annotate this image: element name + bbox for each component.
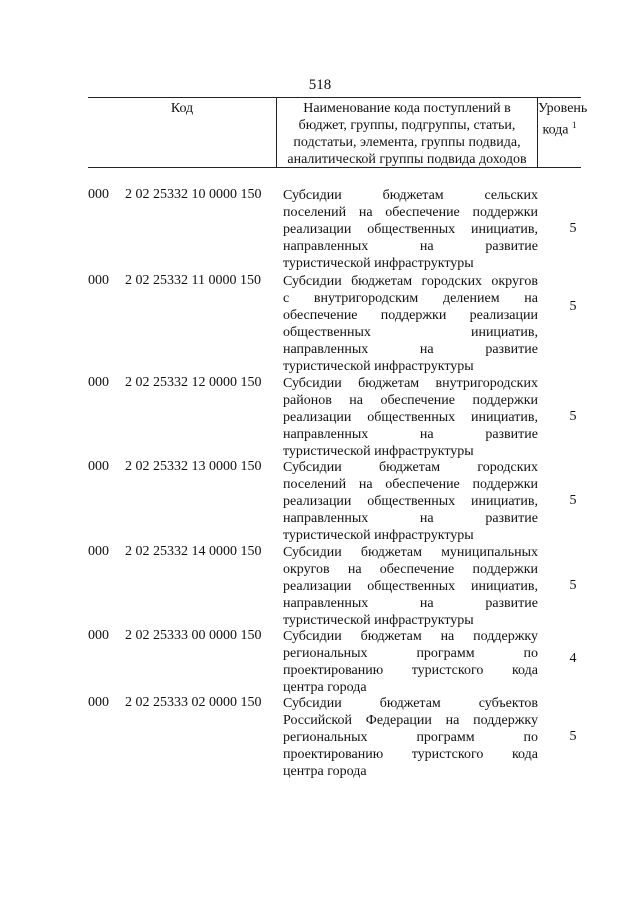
income-name-word: туристского (411, 747, 484, 762)
income-name-word: обеспечение (380, 393, 455, 408)
income-name-line (283, 273, 538, 290)
income-name-line (283, 493, 538, 510)
code-level: 5 (569, 221, 577, 236)
income-name-line (283, 459, 538, 476)
income-name-word: развитие (485, 511, 538, 526)
income-name-word: на (419, 511, 434, 526)
header-level (538, 100, 588, 169)
income-name-word: региональных (283, 730, 368, 745)
table-header (88, 97, 588, 168)
income-name-line (283, 578, 538, 595)
income-name-line (283, 662, 538, 679)
income-name-word: по (523, 730, 538, 745)
income-name-word: инициатив, (470, 579, 538, 594)
income-name-word: обеспечение (385, 205, 460, 220)
header-name-line: Наименование кода поступлений в (303, 101, 511, 116)
income-name-word: кода (511, 747, 538, 762)
income-name-word: Субсидии (283, 188, 342, 203)
income-name-word: Российской (283, 713, 352, 728)
income-name-word: городских (477, 460, 538, 475)
code-level: 5 (569, 729, 577, 744)
income-name-word: поддержки (472, 393, 538, 408)
income-name-word: туристической инфраструктуры (283, 444, 474, 459)
income-name-line (283, 392, 538, 409)
income-name-word: по (523, 646, 538, 661)
income-name-word: Субсидии (283, 274, 342, 289)
income-name-word: округов (491, 274, 538, 289)
income-name-line (283, 443, 538, 460)
income-name-line (283, 221, 538, 238)
income-name-word: программ (416, 646, 475, 661)
income-name-line (283, 341, 538, 358)
income-name-word: на (358, 205, 373, 220)
header-level-line2 (538, 117, 581, 139)
income-name-word: Субсидии (283, 629, 342, 644)
income-name-word: сельских (484, 188, 538, 203)
income-name (283, 544, 538, 629)
income-name-line (283, 255, 538, 272)
income-name-word: реализации (283, 579, 352, 594)
income-name-word: поддержку (473, 713, 538, 728)
income-code: 2 02 25332 11 0000 150 (125, 273, 261, 288)
income-name-line (283, 324, 538, 341)
income-name-line (283, 695, 538, 712)
admin-code: 000 (88, 187, 109, 202)
income-name-line (283, 628, 538, 645)
code-level: 5 (569, 299, 577, 314)
income-name-word: муниципальных (441, 545, 538, 560)
income-name-word: общественных (367, 222, 456, 237)
income-name-word: направленных (283, 239, 369, 254)
header-code: Код (170, 101, 194, 116)
income-name-line (283, 187, 538, 204)
income-name-word: туристической инфраструктуры (283, 613, 474, 628)
income-name-word: на (419, 239, 434, 254)
income-name-word: инициатив, (470, 494, 538, 509)
income-name-word: реализации (283, 410, 352, 425)
income-code: 2 02 25332 14 0000 150 (125, 544, 262, 559)
income-name-word: общественных (367, 410, 456, 425)
income-name-word: поддержки (472, 477, 538, 492)
income-name-word: общественных (367, 579, 456, 594)
admin-code: 000 (88, 459, 109, 474)
income-name-word: туристической инфраструктуры (283, 256, 474, 271)
income-name-word: округов (283, 562, 330, 577)
income-name-word: проектированию (283, 663, 384, 678)
income-code: 2 02 25332 10 0000 150 (125, 187, 262, 202)
income-name-word: Субсидии (283, 545, 342, 560)
income-name-line (283, 746, 538, 763)
income-name-word: бюджетам (379, 460, 441, 475)
income-name-word: на (440, 629, 455, 644)
income-name (283, 459, 538, 544)
code-level: 5 (569, 493, 577, 508)
income-name-line (283, 426, 538, 443)
income-name-line (283, 712, 538, 729)
income-name-word: кода (511, 663, 538, 678)
income-name-word: реализации (283, 494, 352, 509)
income-name-line (283, 595, 538, 612)
income-name-line (283, 409, 538, 426)
income-name-word: поддержки (380, 308, 447, 323)
income-name-word: направленных (283, 596, 369, 611)
code-level: 5 (569, 578, 577, 593)
income-name-line (283, 561, 538, 578)
income-name-line (283, 375, 538, 392)
admin-code: 000 (88, 375, 109, 390)
income-name-word: бюджетам (379, 696, 441, 711)
income-name-word: направленных (283, 427, 369, 442)
income-name-line (283, 476, 538, 493)
income-name-word: туристической инфраструктуры (283, 528, 474, 543)
income-name-line (283, 307, 538, 324)
income-code: 2 02 25333 00 0000 150 (125, 628, 262, 643)
income-name-line (283, 290, 538, 307)
income-name-word: поселений (283, 205, 347, 220)
income-name-word: Федерации (365, 713, 432, 728)
code-level: 4 (569, 651, 577, 666)
income-name-line (283, 204, 538, 221)
income-name-word: обеспечение (379, 562, 455, 577)
income-name-word: центра города (283, 764, 367, 779)
income-name-line (283, 679, 538, 696)
income-name (283, 628, 538, 696)
income-name-word: Субсидии (283, 376, 342, 391)
income-name-line (283, 527, 538, 544)
income-name (283, 273, 538, 375)
income-name-line (283, 729, 538, 746)
income-name-word: реализации (283, 222, 352, 237)
income-name-line (283, 612, 538, 629)
income-name-word: субъектов (478, 696, 538, 711)
income-name-word: направленных (283, 342, 369, 357)
code-level: 5 (569, 409, 577, 424)
income-name-line (283, 763, 538, 780)
income-name-word: инициатив, (470, 222, 538, 237)
income-name-word: на (419, 596, 434, 611)
income-name-word: центра города (283, 680, 367, 695)
income-name-word: бюджетам (351, 274, 413, 289)
header-name-line: подстатьи, элемента, группы подвида, (293, 135, 521, 150)
income-name (283, 695, 538, 780)
income-name-word: бюджетам (358, 376, 420, 391)
income-name-word: туристической инфраструктуры (283, 359, 474, 374)
income-name-word: поддержки (472, 205, 538, 220)
income-name-word: поддержки (472, 562, 538, 577)
admin-code: 000 (88, 695, 109, 710)
income-name-word: на (524, 291, 538, 306)
income-name-word: туристского (411, 663, 484, 678)
income-name-word: с (283, 291, 290, 306)
header-name (276, 98, 538, 167)
header-name-line: бюджет, группы, подгруппы, статьи, (298, 118, 516, 133)
income-name-word: на (419, 342, 434, 357)
income-name-word: обеспечение (283, 308, 358, 323)
income-name-word: инициатив, (470, 325, 538, 340)
admin-code: 000 (88, 544, 109, 559)
income-name-word: развитие (485, 427, 538, 442)
header-level-line1: Уровень (538, 101, 588, 116)
income-name-word: проектированию (283, 747, 384, 762)
header-level-footnote: 1 (572, 120, 577, 130)
income-name-line (283, 645, 538, 662)
income-name-line (283, 510, 538, 527)
income-name-word: программ (416, 730, 475, 745)
income-name-word: на (358, 477, 373, 492)
income-name-word: поселений (283, 477, 347, 492)
income-name-word: общественных (367, 494, 456, 509)
admin-code: 000 (88, 273, 109, 288)
income-code: 2 02 25332 12 0000 150 (125, 375, 262, 390)
income-name-line (283, 238, 538, 255)
income-name-word: направленных (283, 511, 369, 526)
income-name-word: внутригородских (435, 376, 538, 391)
income-name-word: на (445, 713, 460, 728)
income-name-word: обеспечение (385, 477, 460, 492)
income-name-word: на (347, 562, 362, 577)
income-name-line (283, 544, 538, 561)
income-name-word: развитие (485, 239, 538, 254)
income-name-word: бюджетам (382, 188, 444, 203)
income-name-word: внутригородским (313, 291, 419, 306)
income-name-word: развитие (485, 596, 538, 611)
page-number: 518 (308, 77, 332, 93)
income-name-word: реализации (469, 308, 538, 323)
income-name-word: общественных (283, 325, 371, 340)
admin-code: 000 (88, 628, 109, 643)
income-name-word: городских (421, 274, 483, 289)
header-level-text: кода (542, 122, 569, 138)
income-name-word: районов (283, 393, 332, 408)
income-name-word: бюджетам (360, 629, 422, 644)
income-name-word: поддержку (473, 629, 538, 644)
income-name-word: региональных (283, 646, 368, 661)
income-name-word: на (419, 427, 434, 442)
income-name-word: Субсидии (283, 460, 342, 475)
income-name-word: развитие (485, 342, 538, 357)
income-name-word: на (349, 393, 363, 408)
income-name-word: делением (442, 291, 500, 306)
income-name (283, 187, 538, 272)
income-name-word: Субсидии (283, 696, 342, 711)
income-name (283, 375, 538, 460)
income-name-word: бюджетам (360, 545, 422, 560)
income-name-word: инициатив, (470, 410, 538, 425)
header-name-line: аналитической группы подвида доходов (287, 152, 527, 167)
income-code: 2 02 25333 02 0000 150 (125, 695, 262, 710)
income-code: 2 02 25332 13 0000 150 (125, 459, 262, 474)
income-name-line (283, 358, 538, 375)
